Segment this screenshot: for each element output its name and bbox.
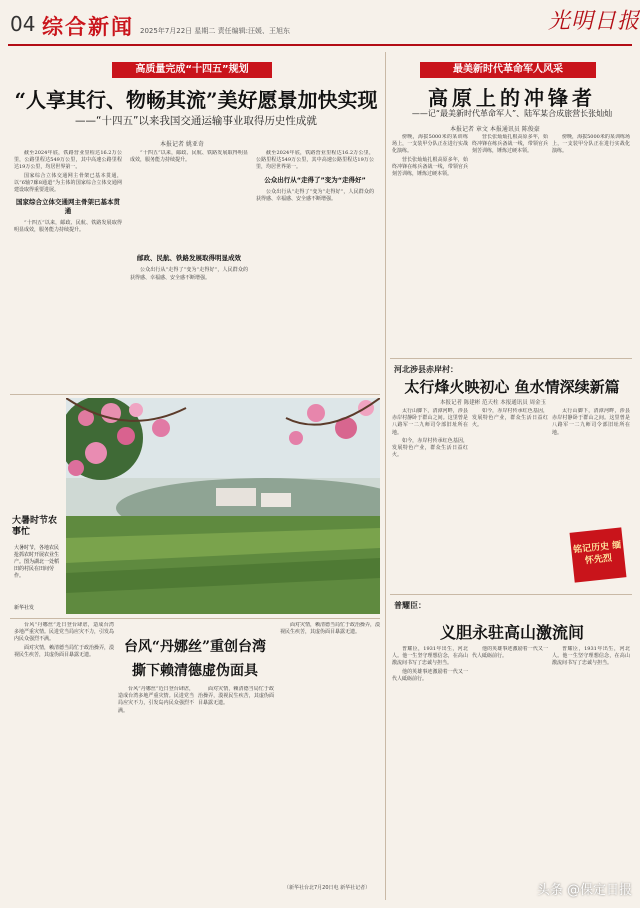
photo-caption-text: 大暑时节，各地农民抢抓农时开展农业生产。图为湖北一处稻田的村民在田间劳作。 <box>14 545 60 579</box>
right-lower-column-1 <box>392 646 468 892</box>
right-story2-byline: 本报记者 陈建彬 范天柱 本报通讯员 周金玉 <box>440 400 546 406</box>
right-column-1 <box>392 134 468 352</box>
paragraph: 如今，赤岸村传承红色基因，发展特色产业，群众生活日益红火。 <box>392 437 468 459</box>
left-story-headline: “人享其行、物畅其流”美好愿景加快实现 <box>14 88 378 112</box>
right-column-3 <box>552 134 630 352</box>
paragraph: 公众出行从“走得了”变为“走得好”，人民群众的获得感、幸福感、安全感不断增强。 <box>256 188 374 202</box>
right-story-subheadline: ——记“最美新时代革命军人”、陆军某合成旅营长张灿灿 <box>411 109 613 118</box>
divider <box>390 594 632 595</box>
paragraph: 台风“丹娜丝”近日登台肆虐，造成台湾多地严重灾情。民进党当局应灾不力，引发岛内民众强烈不满。 <box>14 622 114 643</box>
date-line: 2025年7月22日 星期二 责任编辑:汪媛、王旭东 <box>140 27 290 35</box>
right-column-2 <box>472 134 548 352</box>
right-story3-headline: 义胆永驻高山激流间 <box>439 623 584 642</box>
paragraph: “十四五”以来，邮政、民航、铁路发展取得明显成效，服务能力持续提升。 <box>14 220 122 234</box>
left-column-3 <box>256 150 374 390</box>
subhead: 国家综合立体交通网主骨架已基本贯通 <box>16 198 120 216</box>
right-lower-column-2 <box>472 646 548 892</box>
left-lower-column-1 <box>14 622 114 892</box>
photo-caption-title: 大暑时节农事忙 <box>12 516 58 537</box>
left-lower-column-4 <box>280 622 380 878</box>
paragraph: 营长张灿灿扎根高原多年，始终冲锋在练兵备战一线，带领官兵刻苦训练，锤炼过硬本领。 <box>472 134 548 155</box>
paragraph: 台风“丹娜丝”近日登台肆虐，造成台湾多地严重灾情。民进党当局应灾不力，引发岛内民众强烈不满。 <box>118 686 194 714</box>
left-column-2 <box>130 150 248 390</box>
paragraph: 如今，赤岸村传承红色基因，发展特色产业，群众生活日益红火。 <box>472 408 548 429</box>
paragraph: 傍晚，海拔5000米的某训练场上，一支装甲分队正在进行实战化演练。 <box>392 134 468 155</box>
right-mid-column-2 <box>472 408 548 588</box>
divider <box>10 394 380 395</box>
left-story2-headline-line1: 台风“丹娜丝”重创台湾 <box>123 639 267 655</box>
paragraph: 截至2024年底，铁路营业里程达16.2万公里，公路里程达549万公里，其中高速公路里程达19万公里，均居世界第一。 <box>256 150 374 171</box>
paragraph: 他的英雄事迹激励着一代又一代人砥砺前行。 <box>472 646 548 660</box>
paragraph: “十四五”以来，邮政、民航、铁路发展取得明显成效，服务能力持续提升。 <box>130 150 248 164</box>
right-mid-column-1 <box>392 408 468 588</box>
right-story-headline: 高原上的冲锋者 <box>428 86 596 110</box>
paragraph: 面对灾情，赖清德当局忙于政治操弄，漠视民生疾苦，其虚伪面目暴露无遗。 <box>280 622 380 636</box>
header-rule <box>8 44 632 46</box>
subhead: 公众出行从“走得了”变为“走得好” <box>264 175 366 184</box>
left-story-subheadline: ——“十四五”以来我国交通运输事业取得历史性成就 <box>75 115 317 127</box>
paragraph: 面对灾情，赖清德当局忙于政治操弄，漠视民生疾苦，其虚伪面目暴露无遗。 <box>198 686 274 707</box>
subhead: 邮政、民航、铁路发展取得明显成效 <box>137 254 241 263</box>
news-photo <box>66 398 380 614</box>
paragraph: 傍晚，海拔5000米的某训练场上，一支装甲分队正在进行实战化演练。 <box>552 134 630 155</box>
paragraph: 截至2024年底，铁路营业里程达16.2万公里，公路里程达549万公里，其中高速公路里程达19万公里，均居世界第一。 <box>14 150 122 171</box>
source-note: （新华社台北7月20日电 新华社记者） <box>284 885 371 891</box>
paragraph: 太行山脚下，清漳河畔，涉县赤岸村静卧于群山之间。这里曾是八路军一二九师司令部旧址所在地。 <box>392 408 468 436</box>
left-story-banner: 高质量完成“十四五”规划 <box>112 62 272 78</box>
paragraph: 普耀臣，1931年出生，河北人。他一生坚守理想信念，在高山激流间书写了忠诚与担当。 <box>552 646 630 667</box>
right-story2-kicker: 河北涉县赤岸村： <box>394 365 458 374</box>
commemoration-stamp: 铭记历史 缅怀先烈 <box>570 527 627 582</box>
paragraph: 营长张灿灿扎根高原多年，始终冲锋在练兵备战一线，带领官兵刻苦训练，锤炼过硬本领。 <box>392 156 468 178</box>
right-story2-headline: 太行烽火映初心 鱼水情深续新篇 <box>404 378 620 396</box>
right-story3-kicker: 普耀臣： <box>394 601 426 610</box>
left-column-1 <box>14 150 122 390</box>
paragraph: 公众出行从“走得了”变为“走得好”，人民群众的获得感、幸福感、安全感不断增强。 <box>130 267 248 281</box>
right-story-byline: 本报记者 章文 本报通讯员 陈俊豪 <box>450 126 540 133</box>
right-story-banner: 最美新时代革命军人风采 <box>420 62 596 78</box>
section-title: 综合新闻 <box>42 15 134 39</box>
paragraph: 他的英雄事迹激励着一代又一代人砥砺前行。 <box>392 668 468 682</box>
right-lower-column-3 <box>552 646 630 856</box>
paragraph: 面对灾情，赖清德当局忙于政治操弄，漠视民生疾苦，其虚伪面目暴露无遗。 <box>14 644 114 658</box>
left-lower-column-2 <box>118 686 194 891</box>
divider <box>390 358 632 359</box>
photo-credit: 新华社发 <box>14 605 35 611</box>
left-lower-column-3 <box>198 686 274 891</box>
page-number: 04 <box>10 12 36 36</box>
left-story-byline: 本报记者 姚亚奇 <box>160 141 204 148</box>
column-divider <box>385 52 386 900</box>
watermark: 头条 @保定日报 <box>536 883 632 898</box>
left-story2-headline-line2: 撕下赖清德虚伪面具 <box>132 663 258 679</box>
right-mid-column-3 <box>552 408 630 524</box>
paragraph: 太行山脚下，清漳河畔，涉县赤岸村静卧于群山之间。这里曾是八路军一二九师司令部旧址所在地。 <box>552 408 630 436</box>
paragraph: 普耀臣，1931年出生，河北人。他一生坚守理想信念，在高山激流间书写了忠诚与担当。 <box>392 646 468 667</box>
photo-image <box>66 398 380 614</box>
newspaper-logo: 光明日报 <box>548 9 640 34</box>
divider <box>10 618 380 619</box>
paragraph: 国家综合立体交通网主骨架已基本贯通，以“6轴7廊8通道”为主体的国家综合立体交通网建设取得重要进展。 <box>14 172 122 194</box>
